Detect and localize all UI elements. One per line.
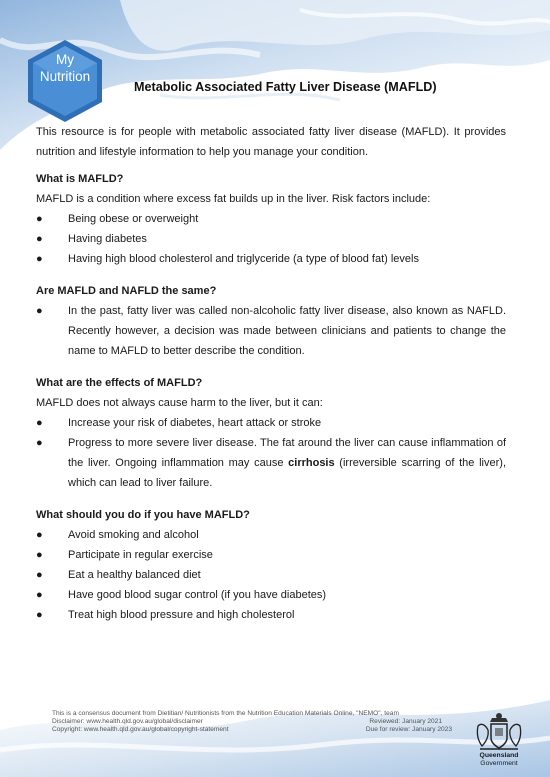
actions-list <box>36 525 506 625</box>
footer-copyright-link[interactable]: Copyright: www.health.qld.gov.au/global/copyright-statement <box>52 726 229 734</box>
heading-what-to-do: What should you do if you have MAFLD? <box>36 509 250 521</box>
govt-line-1: Queensland <box>479 752 519 759</box>
list-item: ● Eat a healthy balanced diet <box>36 565 506 585</box>
list-item: ● Having high blood cholesterol and triglyceride (a type of blood fat) levels <box>36 249 506 269</box>
list-item: ● Have good blood sugar control (if you have diabetes) <box>36 585 506 605</box>
my-nutrition-logo <box>22 38 108 124</box>
cirrhosis-term: cirrhosis <box>288 457 335 469</box>
main-content <box>36 122 506 625</box>
page-title: Metabolic Associated Fatty Liver Disease (MAFLD) <box>134 80 437 94</box>
heading-mafld-nafld: Are MAFLD and NAFLD the same? <box>36 285 217 297</box>
logo-line-2: Nutrition <box>39 69 91 84</box>
queensland-government-wordmark <box>460 752 538 767</box>
list-item: ● Avoid smoking and alcohol <box>36 525 506 545</box>
heading-what-is-mafld: What is MAFLD? <box>36 173 124 185</box>
footer-due: Due for review: January 2023 <box>365 726 452 734</box>
footer-disclaimer-link[interactable]: Disclaimer: www.health.qld.gov.au/global/disclaimer <box>52 718 203 726</box>
bullet-icon: ● <box>36 253 43 265</box>
govt-line-2: Government <box>480 759 518 767</box>
list-item: ● Participate in regular exercise <box>36 545 506 565</box>
logo-line-1: My <box>56 52 74 67</box>
bullet-icon: ● <box>36 529 43 541</box>
list-item: ● Progress to more severe liver disease. The fat around the liver can cause inflammation of the liver. Ongoing inflammation may cause cirrhosis (irreversible scarring of the liver), which can lead to liver failure. <box>36 433 506 493</box>
bullet-icon: ● <box>36 437 43 449</box>
intro-paragraph: This resource is for people with metabolic associated fatty liver disease (MAFLD). It provides nutrition and lifestyle information to help you manage your condition. <box>36 126 506 158</box>
list-item: ● Increase your risk of diabetes, heart attack or stroke <box>36 413 506 433</box>
risk-factors-list <box>36 209 506 269</box>
list-item: ● Being obese or overweight <box>36 209 506 229</box>
heading-effects: What are the effects of MAFLD? <box>36 377 203 389</box>
effects-text: MAFLD does not always cause harm to the liver, but it can: <box>36 397 323 409</box>
bullet-icon: ● <box>36 233 43 245</box>
bullet-icon: ● <box>36 417 43 429</box>
bullet-icon: ● <box>36 589 43 601</box>
footer <box>52 710 452 735</box>
bullet-icon: ● <box>36 213 43 225</box>
what-is-text: MAFLD is a condition where excess fat builds up in the liver. Risk factors include: <box>36 193 431 205</box>
logo-text <box>22 51 108 85</box>
list-item: ● In the past, fatty liver was called non-alcoholic fatty liver disease, also known as NAFLD. Recently however, a decision was made between clinicians and patients to change the name to MAFLD to better describe the condition. <box>36 301 506 361</box>
footer-consensus: This is a consensus document from Dietitian/ Nutritionists from the Nutrition Education Materials Online, "NEMO", team <box>52 710 399 717</box>
bullet-icon: ● <box>36 549 43 561</box>
list-item: ● Having diabetes <box>36 229 506 249</box>
footer-reviewed: Reviewed: January 2021 <box>369 718 442 726</box>
mafld-nafld-list <box>36 301 506 361</box>
bullet-icon: ● <box>36 305 43 317</box>
effects-list <box>36 413 506 493</box>
list-item: ● Treat high blood pressure and high cholesterol <box>36 605 506 625</box>
bullet-icon: ● <box>36 609 43 621</box>
bullet-icon: ● <box>36 569 43 581</box>
